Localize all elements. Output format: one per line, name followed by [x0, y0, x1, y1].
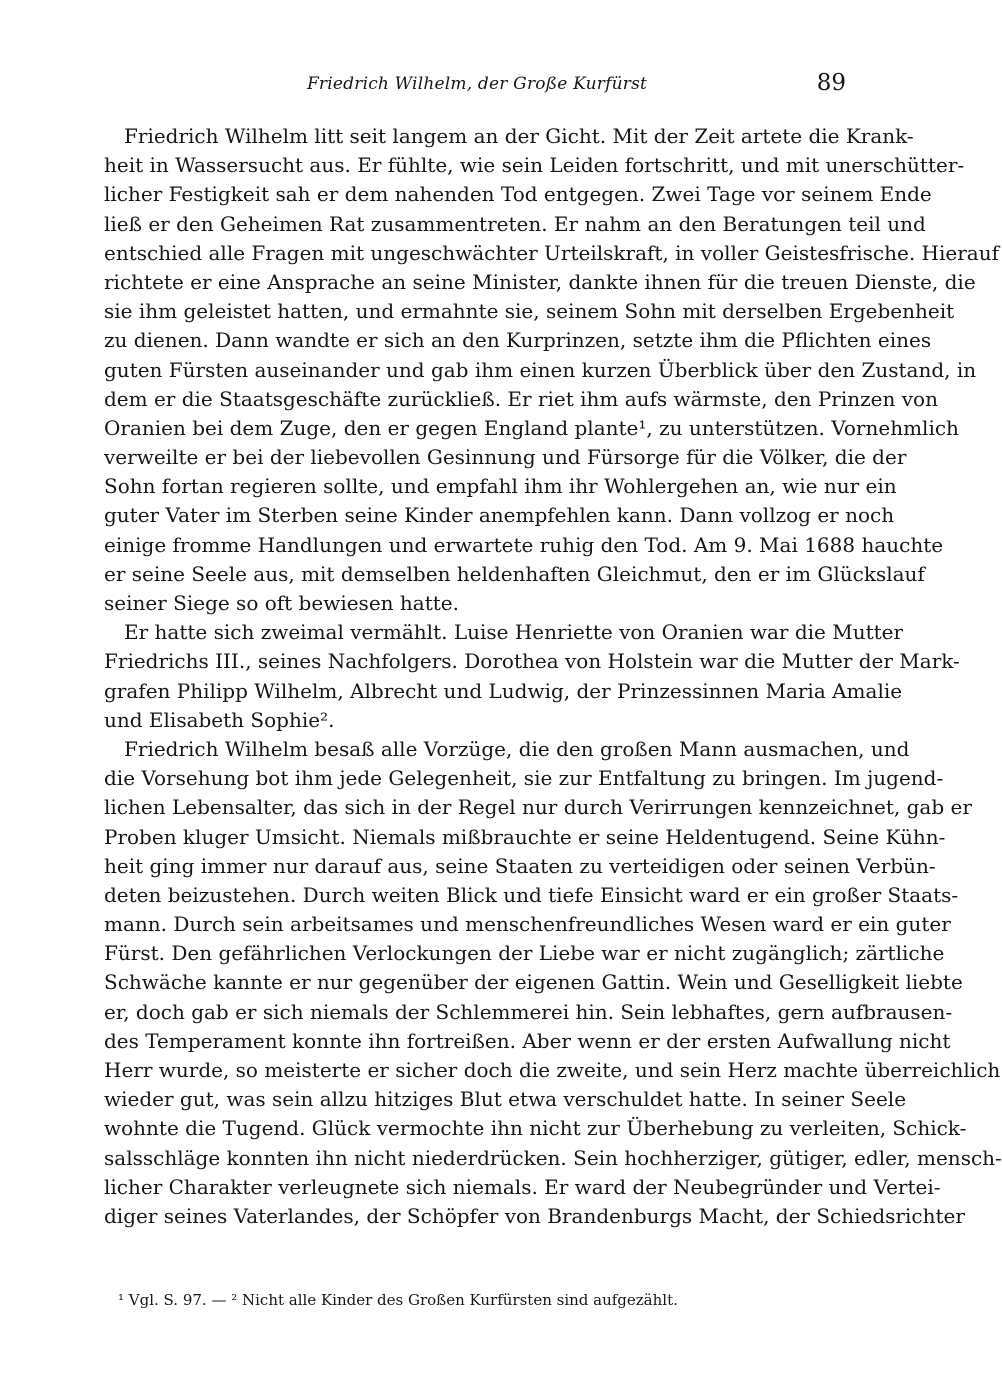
- running-head: [104, 70, 850, 104]
- text-line: er, doch gab er sich niemals der Schlemmerei hin. Sein lebhaftes, gern aufbrausen-: [104, 999, 953, 1024]
- text-line: Oranien bei dem Zuge, den er gegen England plante¹, zu unterstützen. Vornehmlich: [104, 415, 959, 440]
- text-line: guter Vater im Sterben seine Kinder anempfehlen kann. Dann vollzog er noch: [104, 503, 895, 528]
- text-line: er seine Seele aus, mit demselben heldenhaften Gleichmut, den er im Glückslauf: [104, 561, 925, 586]
- text-line: des Temperament konnte ihn fortreißen. Aber wenn er der ersten Aufwallung nicht: [104, 1028, 951, 1053]
- text-line: entschied alle Fragen mit ungeschwächter Urteilskraft, in voller Geistesfrische. Hierauf: [104, 240, 999, 265]
- text-line: Er hatte sich zweimal vermählt. Luise Henriette von Oranien war die Mutter: [124, 620, 904, 645]
- text-line: zu dienen. Dann wandte er sich an den Kurprinzen, setzte ihm die Pflichten eines: [104, 328, 932, 353]
- text-line: mann. Durch sein arbeitsames und menschenfreundliches Wesen ward er ein guter: [104, 912, 951, 937]
- running-title: Friedrich Wilhelm, der Große Kurfürst: [306, 74, 648, 94]
- text-line: heit in Wassersucht aus. Er fühlte, wie sein Leiden fortschritt, und mit unerschütter-: [104, 153, 965, 178]
- text-line: Friedrich Wilhelm litt seit langem an der Gicht. Mit der Zeit artete die Krank-: [124, 124, 914, 148]
- text-line: Herr wurde, so meisterte er sicher doch die zweite, und sein Herz machte überreichlich: [104, 1058, 1001, 1082]
- text-line: guten Fürsten auseinander und gab ihm einen kurzen Überblick über den Zustand, in: [104, 357, 977, 382]
- text-line: Proben kluger Umsicht. Niemals mißbrauchte er seine Heldentugend. Seine Kühn-: [104, 824, 946, 849]
- body-text: [104, 122, 1002, 1231]
- footnotes: ¹ Vgl. S. 97. — ² Nicht alle Kinder des Großen Kurfürsten sind aufgezählt.: [118, 1291, 678, 1309]
- text-line: verweilte er bei der liebevollen Gesinnung und Fürsorge für die Völker, die der: [104, 445, 907, 470]
- text-line: lichen Lebensalter, das sich in der Regel nur durch Verirrungen kennzeichnet, gab er: [104, 795, 972, 820]
- text-line: licher Festigkeit sah er dem nahenden Tod entgegen. Zwei Tage vor seinem Ende: [104, 182, 932, 207]
- text-line: Schwäche kannte er nur gegenüber der eigenen Gattin. Wein und Geselligkeit liebte: [104, 970, 963, 995]
- text-line: seiner Siege so oft bewiesen hatte.: [104, 591, 459, 615]
- text-line: Sohn fortan regieren sollte, und empfahl ihm ihr Wohlergehen an, wie nur ein: [104, 474, 897, 499]
- text-line: die Vorsehung bot ihm jede Gelegenheit, sie zur Entfaltung zu bringen. Im jugend-: [104, 766, 944, 791]
- text-line: sie ihm geleistet hatten, und ermahnte sie, seinem Sohn mit derselben Ergebenheit: [104, 299, 955, 324]
- text-line: Fürst. Den gefährlichen Verlockungen der Liebe war er nicht zugänglich; zärtliche: [104, 941, 945, 966]
- text-line: salsschläge konnten ihn nicht niederdrücken. Sein hochherziger, gütiger, edler, mensch-: [104, 1145, 1002, 1170]
- text-line: Friedrichs III., seines Nachfolgers. Dorothea von Holstein war die Mutter der Mark-: [104, 649, 960, 674]
- text-line: wohnte die Tugend. Glück vermochte ihn nicht zur Überhebung zu verleiten, Schick-: [104, 1116, 967, 1141]
- text-line: und Elisabeth Sophie².: [104, 707, 335, 732]
- text-line: Friedrich Wilhelm besaß alle Vorzüge, die den großen Mann ausmachen, und: [124, 736, 910, 761]
- text-line: grafen Philipp Wilhelm, Albrecht und Ludwig, der Prinzessinnen Maria Amalie: [104, 678, 903, 703]
- text-line: dem er die Staatsgeschäfte zurückließ. Er riet ihm aufs wärmste, den Prinzen von: [104, 386, 938, 411]
- text-line: wieder gut, was sein allzu hitziges Blut etwa verschuldet hatte. In seiner Seele: [104, 1087, 907, 1112]
- text-line: licher Charakter verleugnete sich niemals. Er ward der Neubegründer und Vertei-: [104, 1174, 941, 1199]
- text-line: deten beizustehen. Durch weiten Blick und tiefe Einsicht ward er ein großer Staats-: [104, 882, 959, 907]
- text-line: einige fromme Handlungen und erwartete ruhig den Tod. Am 9. Mai 1688 hauchte: [104, 532, 944, 557]
- text-line: heit ging immer nur darauf aus, seine Staaten zu verteidigen oder seinen Verbün-: [104, 853, 936, 878]
- page-number: 89: [816, 70, 846, 96]
- text-line: ließ er den Geheimen Rat zusammentreten. Er nahm an den Beratungen teil und: [104, 211, 926, 236]
- text-line: richtete er eine Ansprache an seine Minister, dankte ihnen für die treuen Dienste, die: [104, 269, 976, 294]
- text-line: diger seines Vaterlandes, der Schöpfer von Brandenburgs Macht, der Schiedsrichter: [104, 1203, 965, 1228]
